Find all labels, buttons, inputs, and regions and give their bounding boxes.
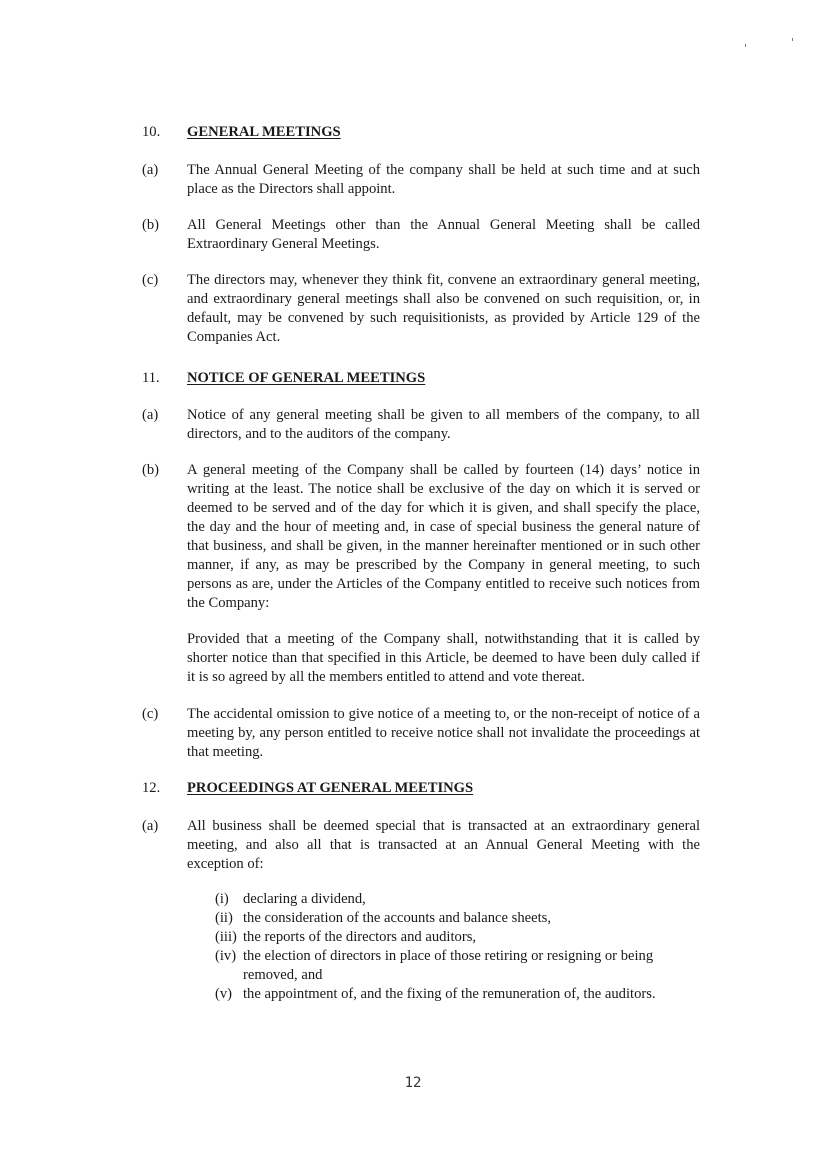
clause-12a <box>142 817 700 874</box>
clause-text: The directors may, whenever they think fit, convene an extraordinary general meeting, and extraordinary general meetings shall also be convened on such requisition, or, in default, may be convened by such requisitionists, as provided by Article 129 of the Companies Act. <box>187 272 700 345</box>
clause-10a <box>142 161 700 199</box>
section-title: NOTICE OF GENERAL MEETINGS <box>187 370 426 386</box>
list-item <box>215 909 700 928</box>
list-item-text: the election of directors in place of those retiring or resigning or being removed, and <box>243 948 654 983</box>
section-number: 10. <box>142 124 161 140</box>
section-number: 11. <box>142 370 160 386</box>
list-item-numeral: (ii) <box>215 910 233 926</box>
list-item-text: the appointment of, and the fixing of the remuneration of, the auditors. <box>243 986 656 1002</box>
section-number: 12. <box>142 780 161 796</box>
clause-text: All General Meetings other than the Annual General Meeting shall be called Extraordinary General Meetings. <box>187 217 700 252</box>
clause-label: (b) <box>142 462 160 478</box>
list-item-numeral: (iii) <box>215 929 237 945</box>
clause-10c <box>142 271 700 347</box>
clause-11c <box>142 705 700 762</box>
clause-label: (a) <box>142 818 159 834</box>
page-number: 12 <box>404 1075 422 1091</box>
clause-label: (a) <box>142 162 159 178</box>
clause-text: The Annual General Meeting of the company shall be held at such time and at such place as the Directors shall appoint. <box>187 162 700 197</box>
clause-text: All business shall be deemed special that is transacted at an extraordinary general meeting, and also all that is transacted at an Annual General Meeting with the exception of: <box>187 818 700 872</box>
section-title: PROCEEDINGS AT GENERAL MEETINGS <box>187 780 474 796</box>
list-item-numeral: (iv) <box>215 948 237 964</box>
list-item <box>215 890 700 909</box>
clause-label: (b) <box>142 217 160 233</box>
list-item-text: declaring a dividend, <box>243 891 366 907</box>
clause-11a <box>142 406 700 444</box>
list-item-text: the reports of the directors and auditors, <box>243 929 477 945</box>
clause-10b <box>142 216 700 254</box>
section-12-heading <box>142 779 702 798</box>
section-11-heading <box>142 369 702 388</box>
list-item <box>215 947 700 985</box>
list-item-numeral: (v) <box>215 986 233 1002</box>
clause-label: (c) <box>142 272 159 288</box>
clause-12a-exceptions-list <box>215 890 700 1004</box>
clause-11b-proviso: Provided that a meeting of the Company shall, notwithstanding that it is called by shorter notice than that specified in this Article, be deemed to have been duly called if it is so agreed by all the members entitled to attend and vote thereat. <box>187 631 700 685</box>
clause-label: (a) <box>142 407 159 423</box>
clause-text: Notice of any general meeting shall be given to all members of the company, to all directors, and to the auditors of the company. <box>187 407 700 442</box>
section-title: GENERAL MEETINGS <box>187 124 341 140</box>
scan-speck <box>745 44 746 47</box>
list-item <box>215 985 700 1004</box>
clause-11b <box>142 461 700 613</box>
scan-speck <box>792 38 793 41</box>
clause-label: (c) <box>142 706 159 722</box>
list-item-text: the consideration of the accounts and balance sheets, <box>243 910 551 926</box>
list-item-numeral: (i) <box>215 891 229 907</box>
section-10-heading <box>142 123 702 142</box>
list-item <box>215 928 700 947</box>
clause-text: A general meeting of the Company shall be called by fourteen (14) days’ notice in writing at the least. The notice shall be exclusive of the day on which it is served or deemed to be served and of the day for which it is given, and shall specify the place, the day and the hour of meeting and, in case of special business the general nature of that business, and shall be given, in the manner hereinafter mentioned or in such other manner, if any, as may be prescribed by the Company in general meeting, to such persons as are, under the Articles of the Company entitled to receive such notices from the Company: <box>187 462 700 611</box>
clause-text: The accidental omission to give notice of a meeting to, or the non-receipt of notice of a meeting by, any person entitled to receive notice shall not invalidate the proceedings at that meeting. <box>187 706 700 760</box>
